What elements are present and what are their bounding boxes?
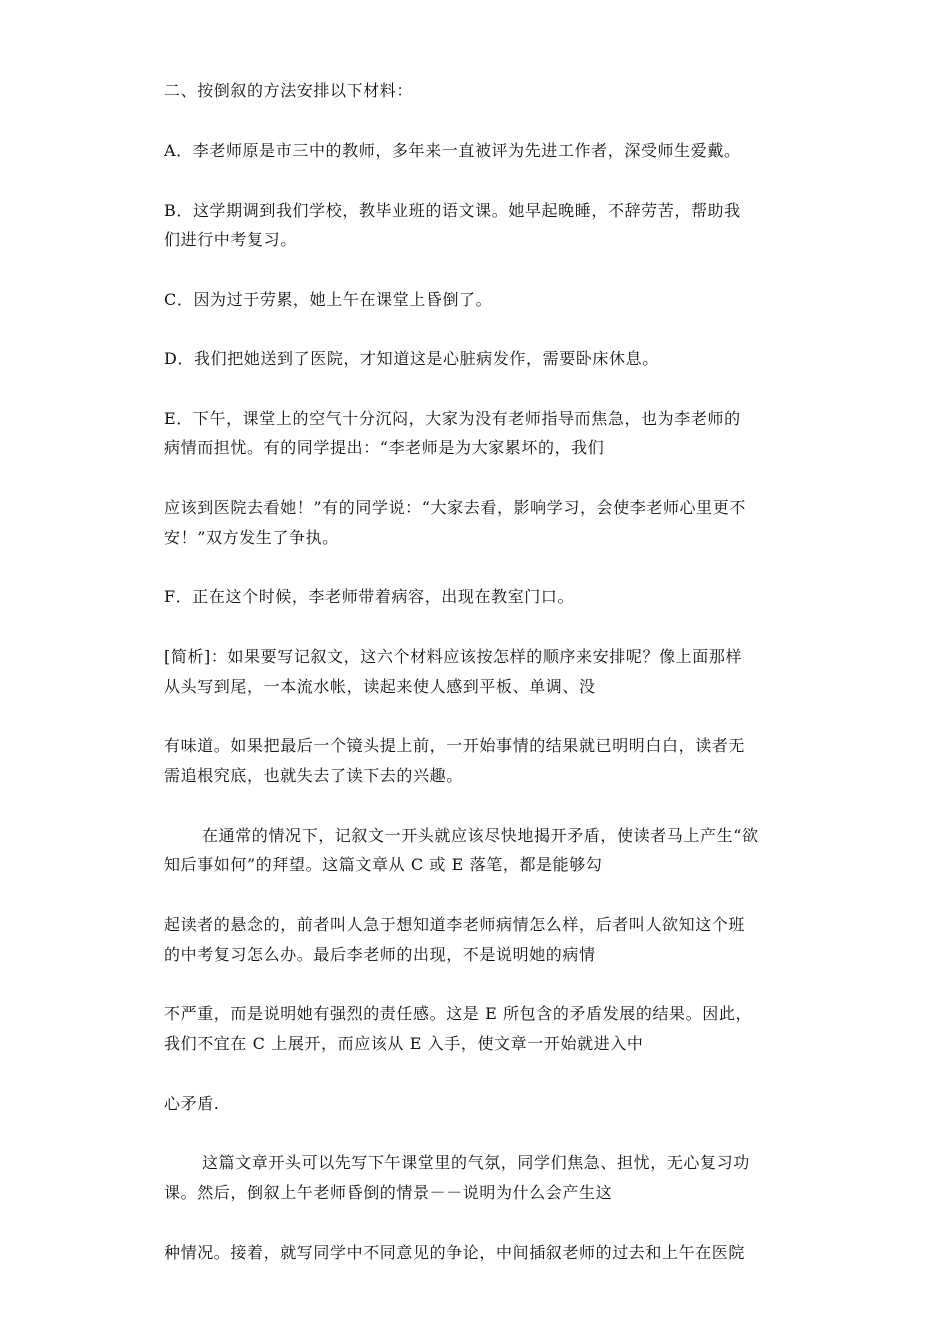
paragraph-2-line-7: 心矛盾. [164,1094,220,1113]
material-e-line-4: 安！”双方发生了争执。 [164,528,339,547]
material-e-line-1: E．下午，课堂上的空气十分沉闷，大家为没有老师指导而焦急，也为李老师的 [164,409,741,428]
analysis-line-2: 从头写到尾，一本流水帐，读起来使人感到平板、单调、没 [164,677,596,696]
section-heading: 二、按倒叙的方法安排以下材料： [164,81,414,100]
material-d: D．我们把她送到了医院，才知道这是心脏病发作，需要卧床休息。 [164,349,659,368]
material-c: C．因为过于劳累，她上午在课堂上昏倒了。 [164,290,493,309]
paragraph-2-line-1: 在通常的情况下，记叙文一开头就应该尽快地揭开矛盾，使读者马上产生“欲 [202,826,759,845]
paragraph-2-line-3: 起读者的悬念的，前者叫人急于想知道李老师病情怎么样，后者叫人欲知这个班 [164,915,746,934]
material-f: F．正在这个时候，李老师带着病容，出现在教室门口。 [164,587,575,606]
material-e-line-2: 病情而担忧。有的同学提出：“李老师是为大家累坏的，我们 [164,438,605,457]
paragraph-2-line-2: 知后事如何”的拜望。这篇文章从 C 或 E 落笔，都是能够勾 [164,855,603,874]
analysis-line-1: [简析]：如果要写记叙文，这六个材料应该按怎样的顺序来安排呢？像上面那样 [164,647,743,666]
paragraph-2-line-6: 我们不宜在 C 上展开，而应该从 E 入手，使文章一开始就进入中 [164,1034,644,1053]
material-b-line-2: 们进行中考复习。 [164,230,297,249]
analysis-line-4: 需追根究底，也就失去了读下去的兴趣。 [164,766,463,785]
paragraph-2-line-5: 不严重，而是说明她有强烈的责任感。这是 E 所包含的矛盾发展的结果。因此， [164,1004,753,1023]
paragraph-3-line-1: 这篇文章开头可以先写下午课堂里的气氛，同学们焦急、担忧，无心复习功 [202,1153,750,1172]
material-e-line-3: 应该到医院去看她！”有的同学说：“大家去看，影响学习，会使李老师心里更不 [164,498,746,517]
paragraph-3-line-2: 课。然后，倒叙上午老师昏倒的情景－－说明为什么会产生这 [164,1183,613,1202]
material-a: A．李老师原是市三中的教师，多年来一直被评为先进工作者，深受师生爱戴。 [164,141,741,160]
material-b-line-1: B．这学期调到我们学校，教毕业班的语文课。她早起晚睡，不辞劳苦，帮助我 [164,201,741,220]
paragraph-2-line-4: 的中考复习怎么办。最后李老师的出现，不是说明她的病情 [164,945,596,964]
analysis-line-3: 有味道。如果把最后一个镜头提上前，一开始事情的结果就已明明白白，读者无 [164,736,746,755]
paragraph-3-line-3: 种情况。接着，就写同学中不同意见的争论，中间插叙老师的过去和上午在医院 [164,1243,746,1262]
